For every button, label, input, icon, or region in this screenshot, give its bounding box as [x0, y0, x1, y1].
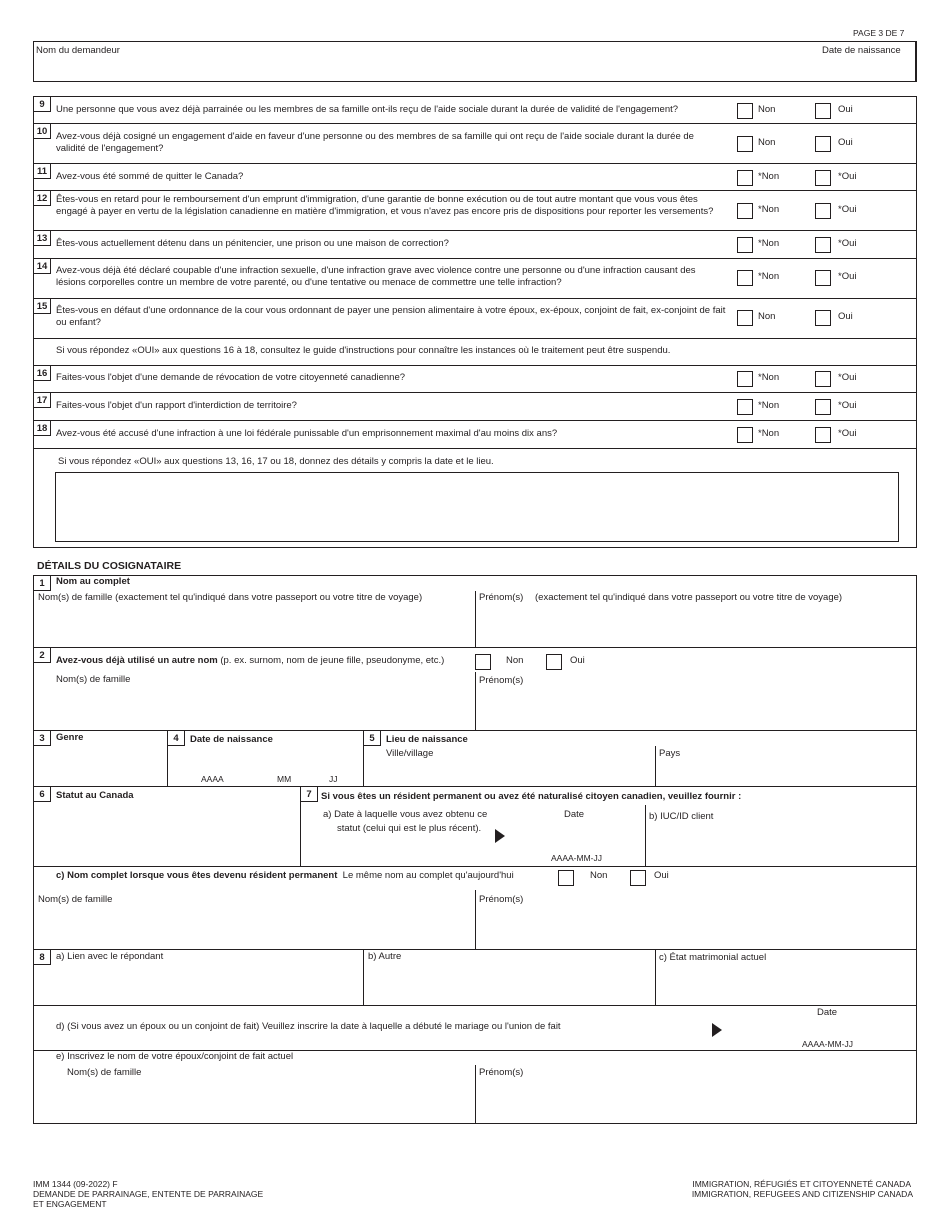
other-name-yes-checkbox[interactable] — [546, 654, 562, 670]
q15-no-label: Non — [758, 311, 776, 322]
question-number: 1 — [34, 576, 51, 591]
birth-city-label: Ville/village — [386, 748, 434, 759]
other-name-yes-label: Oui — [570, 655, 585, 666]
pr-date-header: Date — [564, 809, 585, 820]
family-name-label: Nom(s) de famille (exactement tel qu'indiqué dans votre passeport ou votre titre de voyage) — [38, 592, 423, 603]
form-id: IMM 1344 (09-2022) F — [33, 1179, 118, 1189]
question-number: 7 — [301, 787, 318, 802]
q12-no-checkbox[interactable] — [737, 203, 753, 219]
q10-yes-label: Oui — [838, 137, 853, 148]
uci-label: b) IUC/ID client — [649, 811, 714, 822]
question-text: Êtes-vous actuellement détenu dans un pénitencier, une prison ou une maison de correction? — [56, 238, 449, 249]
question-text: Avez-vous déjà été déclaré coupable d'une infraction sexuelle, d'une infraction grave avec violence contre une personne ou d'une infraction causant des lésions corporelles contre un membre de votre parenté, ou d'une tentative ou menace de commettre une telle infraction? — [56, 265, 696, 288]
q9-yes-label: Oui — [838, 104, 853, 115]
marital-status-label: c) État matrimonial actuel — [659, 952, 767, 963]
question-number: 8 — [34, 950, 51, 965]
q17-no-checkbox[interactable] — [737, 399, 753, 415]
given-name-input[interactable] — [478, 606, 914, 646]
question-number: 14 — [34, 259, 51, 274]
birth-country-input[interactable] — [658, 762, 914, 784]
q13-yes-label: *Oui — [838, 238, 857, 249]
q18-no-label: *Non — [758, 428, 780, 439]
spouse-name-label: e) Inscrivez le nom de votre époux/conjoint de fait actuel — [56, 1051, 294, 1062]
birth-month-label: MM — [277, 774, 292, 784]
given-name-label: Prénom(s) — [479, 592, 524, 603]
relationship-select[interactable] — [36, 966, 360, 1002]
question-text: Une personne que vous avez déjà parrainée ou les membres de sa famille ont-ils reçu de l'aide sociale durant la durée de validité de l'engagement? — [56, 104, 679, 115]
status-select[interactable] — [36, 806, 298, 862]
pr-given-name-input[interactable] — [478, 908, 914, 948]
question-number: 15 — [34, 299, 51, 314]
question-text: Avez-vous été sommé de quitter le Canada? — [56, 171, 244, 182]
q12-yes-label: *Oui — [838, 204, 857, 215]
union-date-header: Date — [817, 1007, 838, 1018]
other-name-question — [56, 655, 444, 667]
question-number: 5 — [364, 731, 381, 746]
pr-family-name-label: Nom(s) de famille — [38, 894, 113, 905]
suspend-note: Si vous répondez «OUI» aux questions 16 à 18, consultez le guide d'instructions pour connaître les instances où le traitement peut être suspendu. — [56, 345, 671, 356]
department-fr: IMMIGRATION, RÉFUGIÉS ET CITOYENNETÉ CANADA — [692, 1179, 911, 1189]
pr-question-title: Si vous êtes un résident permanent ou avez été naturalisé citoyen canadien, veuillez fournir : — [321, 791, 742, 802]
q11-no-checkbox[interactable] — [737, 170, 753, 186]
pr-date-format: AAAA-MM-JJ — [551, 853, 602, 863]
spouse-family-name-input[interactable] — [66, 1082, 472, 1122]
q9-no-checkbox[interactable] — [737, 103, 753, 119]
relationship-label: a) Lien avec le répondant — [56, 951, 164, 962]
arrow-right-icon — [495, 829, 505, 843]
other-given-name-input[interactable] — [478, 688, 914, 728]
question-text: Êtes-vous en défaut d'une ordonnance de la cour vous ordonnant de payer une pension alimentaire à votre époux, ex-époux, conjoint de fait, ex-conjoint de fait ou enfant? — [56, 305, 726, 328]
details-note: Si vous répondez «OUI» aux questions 13, 16, 17 ou 18, donnez des détails y compris la date et le lieu. — [58, 456, 494, 467]
question-text: Avez-vous déjà cosigné un engagement d'aide en faveur d'une personne ou des membres de sa famille qui ont reçu de l'aide sociale durant la durée de validité de l'engagement? — [56, 131, 694, 154]
question-number: 18 — [34, 421, 51, 436]
birth-date-title: Date de naissance — [190, 734, 273, 745]
spouse-given-name-input[interactable] — [478, 1082, 914, 1122]
question-number: 6 — [34, 787, 51, 802]
pr-given-name-label: Prénom(s) — [479, 894, 524, 905]
family-name-input[interactable] — [36, 606, 472, 646]
full-name-title: Nom au complet — [56, 576, 130, 587]
q13-yes-checkbox[interactable] — [815, 237, 831, 253]
other-relationship-input[interactable] — [366, 966, 652, 1002]
q14-no-label: *Non — [758, 271, 780, 282]
marital-status-select[interactable] — [658, 966, 914, 1002]
question-number: 16 — [34, 366, 51, 381]
union-date-input[interactable] — [740, 1020, 914, 1038]
form-title-line-1: DEMANDE DE PARRAINAGE, ENTENTE DE PARRAINAGE — [33, 1189, 264, 1199]
q10-no-checkbox[interactable] — [737, 136, 753, 152]
q18-yes-label: *Oui — [838, 428, 857, 439]
status-title: Statut au Canada — [56, 790, 134, 801]
pr-family-name-input[interactable] — [36, 908, 472, 948]
q13-no-label: *Non — [758, 238, 780, 249]
spouse-family-name-label: Nom(s) de famille — [67, 1067, 142, 1078]
question-text: Avez-vous été accusé d'une infraction à une loi fédérale punissable d'un emprisonnement maximal d'au moins dix ans? — [56, 428, 558, 439]
q15-no-checkbox[interactable] — [737, 310, 753, 326]
q9-no-label: Non — [758, 104, 776, 115]
pr-name-title: c) Nom complet lorsque vous êtes devenu résident permanent — [56, 870, 338, 881]
q14-no-checkbox[interactable] — [737, 270, 753, 286]
page-number: PAGE 3 DE 7 — [853, 28, 905, 38]
other-name-note: (p. ex. surnom, nom de jeune fille, pseudonyme, etc.) — [220, 655, 445, 666]
q16-yes-label: *Oui — [838, 372, 857, 383]
birth-year-label: AAAA — [201, 774, 224, 784]
q11-yes-label: *Oui — [838, 171, 857, 182]
birth-place-title: Lieu de naissance — [386, 734, 468, 745]
question-number: 2 — [34, 648, 51, 663]
q17-yes-checkbox[interactable] — [815, 399, 831, 415]
other-relationship-label: b) Autre — [368, 951, 402, 962]
question-number: 10 — [34, 124, 51, 139]
q13-no-checkbox[interactable] — [737, 237, 753, 253]
other-family-name-label: Nom(s) de famille — [56, 674, 131, 685]
applicant-name-label: Nom du demandeur — [36, 45, 120, 56]
q18-no-checkbox[interactable] — [737, 427, 753, 443]
question-text: Faites-vous l'objet d'un rapport d'interdiction de territoire? — [56, 400, 297, 411]
question-number: 13 — [34, 231, 51, 246]
question-number: 12 — [34, 191, 51, 206]
q12-yes-checkbox[interactable] — [815, 203, 831, 219]
cosigner-section-title: DÉTAILS DU COSIGNATAIRE — [37, 560, 182, 572]
q16-yes-checkbox[interactable] — [815, 371, 831, 387]
q18-yes-checkbox[interactable] — [815, 427, 831, 443]
birth-city-input[interactable] — [386, 762, 652, 784]
question-number: 4 — [168, 731, 185, 746]
birth-date-input[interactable] — [170, 750, 360, 772]
pr-date-input[interactable] — [510, 824, 642, 850]
question-number: 17 — [34, 393, 51, 408]
q14-yes-checkbox[interactable] — [815, 270, 831, 286]
same-name-no-checkbox[interactable] — [558, 870, 574, 886]
q11-no-label: *Non — [758, 171, 780, 182]
spouse-given-name-label: Prénom(s) — [479, 1067, 524, 1078]
other-family-name-input[interactable] — [56, 688, 472, 728]
gender-select[interactable] — [36, 748, 166, 784]
q16-no-label: *Non — [758, 372, 780, 383]
q11-yes-checkbox[interactable] — [815, 170, 831, 186]
same-name-yes-checkbox[interactable] — [630, 870, 646, 886]
birth-day-label: JJ — [329, 774, 338, 784]
pr-date-label-2: statut (celui qui est le plus récent). — [337, 823, 482, 834]
union-date-label: d) (Si vous avez un époux ou un conjoint de fait) Veuillez inscrire la date à laquelle a débuté le mariage ou l'union de fait — [56, 1021, 561, 1032]
department-en: IMMIGRATION, REFUGEES AND CITIZENSHIP CANADA — [691, 1189, 913, 1199]
applicant-header-box — [33, 41, 917, 82]
q10-no-label: Non — [758, 137, 776, 148]
birth-date-label: Date de naissance — [822, 45, 901, 56]
q17-yes-label: *Oui — [838, 400, 857, 411]
question-number: 3 — [34, 731, 51, 746]
q14-yes-label: *Oui — [838, 271, 857, 282]
same-name-yes-label: Oui — [654, 870, 669, 881]
other-name-no-label: Non — [506, 655, 524, 666]
union-date-format: AAAA-MM-JJ — [802, 1039, 853, 1049]
question-text: Faites-vous l'objet d'une demande de révocation de votre citoyenneté canadienne? — [56, 372, 406, 383]
q15-yes-checkbox[interactable] — [815, 310, 831, 326]
q12-no-label: *Non — [758, 204, 780, 215]
pr-name-question — [56, 870, 514, 882]
q10-yes-checkbox[interactable] — [815, 136, 831, 152]
gender-title: Genre — [56, 732, 84, 743]
question-number: 9 — [34, 97, 51, 112]
same-name-label: Le même nom au complet qu'aujourd'hui — [342, 870, 514, 881]
uci-input[interactable] — [648, 826, 914, 864]
q16-no-checkbox[interactable] — [737, 371, 753, 387]
q9-yes-checkbox[interactable] — [815, 103, 831, 119]
details-textarea[interactable] — [55, 472, 899, 542]
pr-date-label-1: a) Date à laquelle vous avez obtenu ce — [323, 809, 488, 820]
same-name-no-label: Non — [590, 870, 608, 881]
form-title-line-2: ET ENGAGEMENT — [33, 1199, 107, 1209]
other-given-name-label: Prénom(s) — [479, 675, 524, 686]
other-name-title: Avez-vous déjà utilisé un autre nom — [56, 655, 218, 666]
question-number: 11 — [34, 164, 51, 179]
arrow-right-icon — [712, 1023, 722, 1037]
q17-no-label: *Non — [758, 400, 780, 411]
other-name-no-checkbox[interactable] — [475, 654, 491, 670]
q15-yes-label: Oui — [838, 311, 853, 322]
given-name-note: (exactement tel qu'indiqué dans votre passeport ou votre titre de voyage) — [535, 592, 843, 603]
question-text: Êtes-vous en retard pour le remboursement d'un emprunt d'immigration, d'une garantie de bonne exécution ou de tout autre montant que vous vous êtes engagé à payer en vertu de la législation canadienne en matière d'immigration, et vous n'avez pas encore pris de dispositions pour reporter les versements? — [56, 194, 714, 217]
birth-country-label: Pays — [659, 748, 681, 759]
